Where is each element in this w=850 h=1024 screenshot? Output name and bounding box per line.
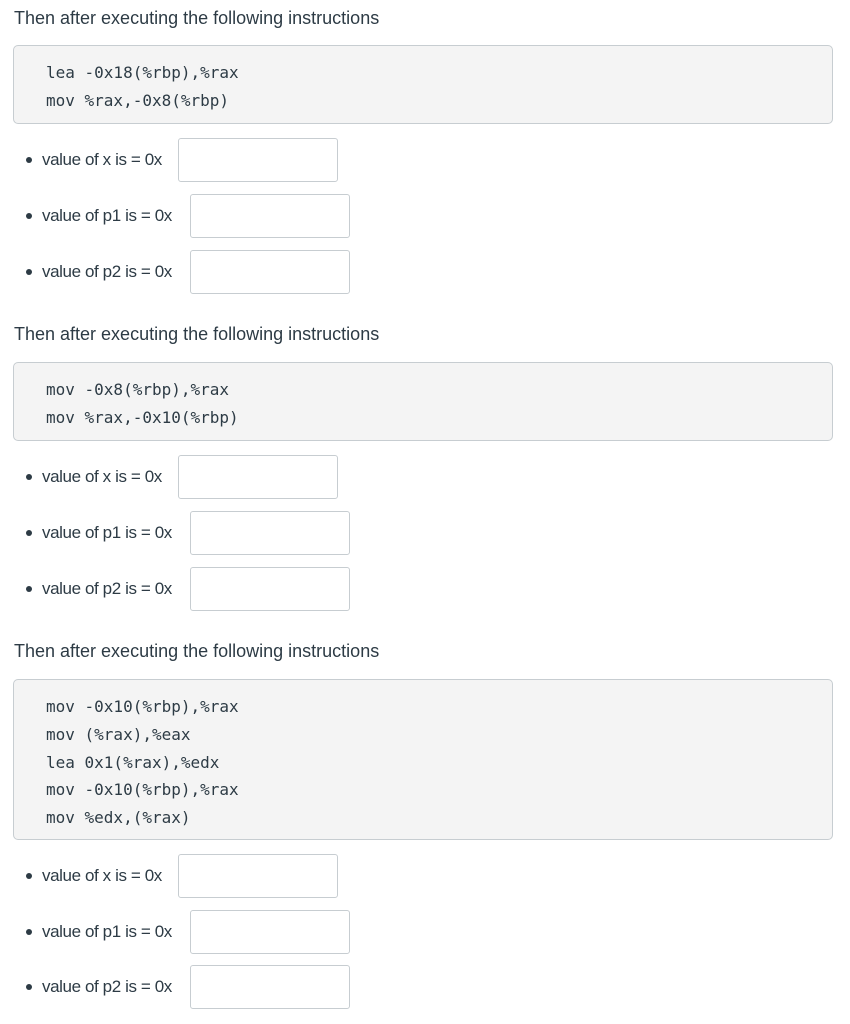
code-block xyxy=(13,679,833,840)
bullet-icon xyxy=(26,586,32,592)
list-item xyxy=(0,250,850,294)
code-line: mov (%rax),%eax xyxy=(46,724,191,744)
bullet-icon xyxy=(26,269,32,275)
bullet-icon xyxy=(26,530,32,536)
code-line: mov -0x10(%rbp),%rax xyxy=(46,697,239,716)
x-value-input[interactable] xyxy=(178,455,338,499)
p2-value-input[interactable] xyxy=(190,250,350,294)
question-label: value of p2 is = 0x xyxy=(42,262,172,281)
code-line: mov -0x8(%rbp),%rax xyxy=(46,380,230,399)
code-line: mov %rax,-0x8(%rbp) xyxy=(46,90,230,110)
question-label: value of p1 is = 0x xyxy=(42,523,172,542)
question-label: value of x is = 0x xyxy=(42,150,162,169)
bullet-icon xyxy=(26,157,32,163)
code-line: lea 0x1(%rax),%edx xyxy=(46,752,220,772)
bullet-icon xyxy=(26,474,32,480)
x-value-input[interactable] xyxy=(178,138,338,182)
section-heading: Then after executing the following instructions xyxy=(14,641,380,661)
p2-value-input[interactable] xyxy=(190,965,350,1009)
list-item xyxy=(0,511,850,555)
question-label: value of x is = 0x xyxy=(42,467,162,486)
code-line: mov %edx,(%rax) xyxy=(46,808,191,828)
code-line: mov -0x10(%rbp),%rax xyxy=(46,780,239,800)
section-heading: Then after executing the following instructions xyxy=(14,8,380,28)
code-line: lea -0x18(%rbp),%rax xyxy=(46,63,239,82)
list-item xyxy=(0,138,850,182)
code-block xyxy=(13,45,833,124)
question-label: value of p2 is = 0x xyxy=(42,977,172,996)
p1-value-input[interactable] xyxy=(190,511,350,555)
p1-value-input[interactable] xyxy=(190,194,350,238)
code-line: mov %rax,-0x10(%rbp) xyxy=(46,407,239,427)
question-label: value of p1 is = 0x xyxy=(42,206,172,225)
p2-value-input[interactable] xyxy=(190,567,350,611)
list-item xyxy=(0,854,850,898)
list-item xyxy=(0,455,850,499)
bullet-icon xyxy=(26,984,32,990)
list-item xyxy=(0,965,850,1009)
list-item xyxy=(0,910,850,954)
question-label: value of p1 is = 0x xyxy=(42,922,172,941)
bullet-icon xyxy=(26,929,32,935)
x-value-input[interactable] xyxy=(178,854,338,898)
section-heading: Then after executing the following instructions xyxy=(14,324,380,344)
code-block xyxy=(13,362,833,441)
question-label: value of p2 is = 0x xyxy=(42,579,172,598)
p1-value-input[interactable] xyxy=(190,910,350,954)
question-label: value of x is = 0x xyxy=(42,866,162,885)
bullet-icon xyxy=(26,873,32,879)
bullet-icon xyxy=(26,213,32,219)
list-item xyxy=(0,194,850,238)
list-item xyxy=(0,567,850,611)
